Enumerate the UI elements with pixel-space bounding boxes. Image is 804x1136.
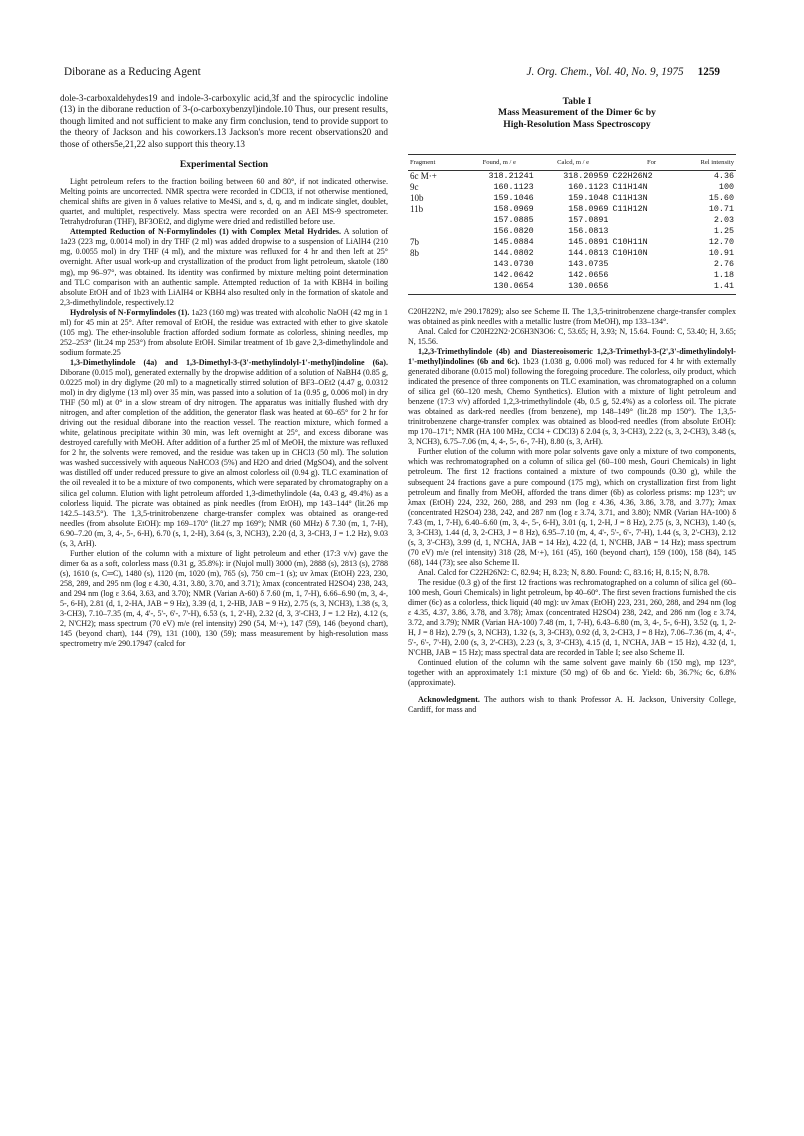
cell-rel-intensity: 10.91 [708, 247, 734, 258]
cell-found: 159.1046 [493, 192, 534, 203]
cell-fragment [408, 270, 463, 281]
cell-found: 144.0802 [493, 247, 534, 258]
procedure-body: A solution of 1a23 (223 mg, 0.0014 mol) in dry THF (2 ml) was added dropwise to a suspension of LiAlH4 (210 mg, 0.0055 mol) in dry THF (4 ml), and the mixture was refluxed for 4 hr and then left at 25° overnight. After usual work-up and crystallization of the product from light petroleum, skatole (180 mg), mp 96–97°, was obtained. Its identity was confirmed by mixture melting point determination and TLC comparison with an authentic sample. Attempted reduction of 1a with KBH4 in boiling absolute EtOH and of 1b23 with LiAlH4 or KBH4 also resulted only in the formation of skatole and 2,3-dimethylindole, respectively.12 [60, 227, 388, 307]
running-title: Diborane as a Reducing Agent [64, 66, 201, 78]
procedure-paragraph [60, 358, 388, 549]
procedure-paragraph [60, 308, 388, 358]
acknowledgment-body: The authors wish to thank Professor A. H. Jackson, University College, Cardiff, for mass and [408, 694, 736, 714]
cell-formula [610, 226, 692, 237]
mass-measurement-table [408, 154, 736, 295]
cell-formula: C11H12N [612, 203, 648, 214]
journal-reference [526, 66, 720, 78]
cell-fragment: 10b [410, 192, 424, 203]
procedure-body: Diborane (0.015 mol), generated externally by the dropwise addition of a solution of NaBH4 (0.85 g, 0.0225 mol) in dry diglyme (20 ml) to a magnetically stirred solution of BF3–OEt2 (4.47 g, 0.0312 mol) in dry diglyme (13 ml) over 35 min, was passed into a solution of 1a (0.95 g, 0.006 mol) in dry THF (50 ml) at 0° in a slow stream of dry nitrogen. The apparatus was initially flushed with dry nitrogen, and after completion of the addition, the generator flask was heated at 60–65° for 2 hr for driving out the residual diborane into the reaction vessel. The reaction mixture, which formed a white, gelatinous precipitate within 30 min, was left overnight at 25°, and excess diborane was destroyed carefully with MeOH. After addition of a further 25 ml of MeOH, the mixture was refluxed for 2 hr, the solvents were removed, and the residue was taken up in CHCl3 (50 ml). The solution was washed successively with aqueous NaHCO3 (5%) and H2O and dried (MgSO4), and the solvent was distilled off under reduced pressure to give an almost colorless oil (0.94 g). TLC examination of the oil revealed it to be a mixture of two components, which were separated by chromatography on a silica gel column. Elution with light petroleum afforded 1,3-dimethylindole (4a, 0.43 g, 49.4%) as a colorless liquid. The picrate was obtained as pink needles (from EtOH), mp 143–144° (lit.26 mp 142.5–143.5°). The 1,3,5-trinitrobenzene charge-transfer complex was obtained as orange-red needles (from absolute EtOH): mp 169–170° (lit.27 mp 169°); NMR (60 MHz) δ 7.30 (m, 1, 7-H), 6.90–7.20 (m, 3, 4-, 5-, 6-H), 6.70 (s, 1, 2-H), 3.64 (s, 3, NCH3), 2.20 (d, 3, 3-CH3, J = 1.2 Hz), 9.03 (s, 3, ArH). [60, 367, 388, 548]
cell-rel-intensity: 15.60 [708, 192, 734, 203]
cell-found: 130.0654 [463, 281, 536, 295]
cell-calcd: 156.0813 [568, 225, 609, 236]
procedure-title: Attempted Reduction of N-Formylindoles (1) with Complex Metal Hydrides. [70, 227, 342, 237]
analysis-paragraph: Anal. Calcd for C20H22N2·2C6H3N3O6: C, 53.65; H, 3.93; N, 15.64. Found: C, 53.40; H, 3.65; N, 15.56. [408, 326, 736, 346]
table-row [408, 237, 736, 248]
cell-calcd: 157.0891 [568, 214, 609, 225]
table-row [408, 204, 736, 215]
cell-fragment: 7b [410, 236, 419, 247]
cell-calcd: 160.1123 [568, 181, 609, 192]
acknowledgment-label: Acknowledgment. [418, 694, 480, 704]
cell-fragment: 9c [410, 181, 419, 192]
procedure-paragraph [408, 347, 736, 447]
cell-calcd: 145.0891 [568, 236, 609, 247]
cell-fragment [408, 215, 463, 226]
table-row [408, 270, 736, 281]
procedure-title: 1,3-Dimethylindole (4a) and 1,3-Dimethyl-3-(3'-methylindolyl-1'-methyl)indoline (6a). [70, 357, 388, 367]
cell-fragment [408, 259, 463, 270]
table-title-line: High-Resolution Mass Spectroscopy [503, 118, 651, 130]
table-row [408, 215, 736, 226]
table-row [408, 170, 736, 182]
cell-calcd: 158.0969 [568, 203, 609, 214]
column-header-formula: For [610, 155, 692, 171]
cell-rel-intensity: 1.25 [713, 225, 734, 236]
journal-citation: J. Org. Chem., Vol. 40, No. 9, 1975 [526, 66, 684, 78]
cell-rel-intensity: 2.03 [713, 214, 734, 225]
table-row [408, 193, 736, 204]
cell-calcd: 142.0656 [568, 269, 609, 280]
procedure-paragraph: C20H22N2, m/e 290.17829); also see Scheme II. The 1,3,5-trinitrobenzene charge-transfer complex was obtained as pink needles with a metallic lustre (from MeOH), mp 133–134°. [408, 306, 736, 326]
cell-rel-intensity: 4.36 [713, 170, 734, 181]
cell-formula [610, 281, 692, 295]
cell-fragment: 8b [410, 247, 419, 258]
cell-formula: C11H14N [612, 181, 648, 192]
cell-formula [610, 215, 692, 226]
cell-found: 160.1123 [493, 181, 534, 192]
left-column [60, 93, 388, 649]
acknowledgment-paragraph [408, 695, 736, 715]
right-column [408, 96, 736, 715]
cell-fragment [408, 281, 463, 295]
procedure-body: 1a23 (160 mg) was treated with alcoholic NaOH (42 mg in 1 ml) for 45 min at 25°. After removal of EtOH, the residue was extracted with ether to give skatole (105 mg). The ether-insoluble fraction afforded sodium formate as colorless, shining needles, mp 252–253° (lit.24 mp 253°) from absolute EtOH. Similar treatment of 1b gave 2,3-dimethylindole and sodium formate.25 [60, 307, 389, 357]
cell-formula [610, 270, 692, 281]
procedure-paragraph [60, 227, 388, 307]
cell-rel-intensity: 100 [718, 181, 734, 192]
column-header-rel-intensity: Rel intensity [693, 155, 736, 171]
column-header-found: Found, m / e [463, 155, 536, 171]
table-label: Table I [562, 96, 592, 107]
cell-calcd: 143.0735 [568, 258, 609, 269]
table-row [408, 226, 736, 237]
cell-found: 157.0885 [493, 214, 534, 225]
cell-found: 318.21241 [488, 170, 534, 181]
cell-calcd: 318.20959 [563, 170, 609, 181]
cell-found: 156.0820 [493, 225, 534, 236]
table-row [408, 259, 736, 270]
cell-found: 145.0884 [493, 236, 534, 247]
table-header-row [408, 155, 736, 171]
cell-found: 143.0730 [493, 258, 534, 269]
analysis-paragraph: Anal. Calcd for C22H26N2: C, 82.94; H, 8.23; N, 8.80. Found: C, 83.16; H, 8.15; N, 8.78. [418, 567, 710, 577]
cell-calcd: 159.1048 [568, 192, 609, 203]
procedure-title: 1,2,3-Trimethylindole (4b) and Diastereoisomeric 1,2,3-Trimethyl-3-(2',3'-dimethylindolyl-1'-methyl)indolines (6b and 6c). [408, 346, 736, 366]
procedure-paragraph: Further elution of the column with more polar solvents gave only a mixture of two components, which was rechromatographed on a column of silica gel (60–100 mesh, Gouri Chemicals) in light petroleum. The first 12 fractions contained a mixture of two compounds (0.30 g), while the subsequent 24 fractions gave a pure compound (175 mg), which on crystallization first from light petroleum and finally from MeOH, afforded the trans dimer (6b) as colorless prisms: mp 123°; uv λmax (EtOH) 224, 232, 260, 288, and 293 nm (log ε 4.36, 4.36, 3.86, 3.78, and 3.77); λmax (concentrated H2SO4) 238, 242, and 287 nm (log ε 3.74, 3.71, and 3.80); NMR (Varian HA-100) δ 7.43 (m, 1, 7-H), 6.40–6.60 (m, 3, 4-, 5-, 6-H), 3.01 (q, 1, 2-H, J = 8 Hz), 2.75 (s, 3, NCH3), 1.40 (s, 3, 3-CH3), 1.44 (d, 3, 2-CH3, J = 8 Hz), 6.95–7.10 (m, 4, 4'-, 5'-, 6'-, 7'-H), 1.44 (s, 3, 2'-CH3), 2.12 (s, 3, 3'-CH3), 3.99 (d, 1, N'CHA, JAB = 14 Hz), 4.22 (d, 1, N'CHB, JAB = 14 Hz); mass spectrum (70 eV) m/e (rel intensity) 318 (28, M·+), 161 (45), 160 (beyond chart), 159 (100), 158 (84), 145 (68), 144 (73); see also Scheme II. [408, 447, 736, 567]
cell-found: 158.0969 [493, 203, 534, 214]
procedure-paragraph: Continued elution of the column wih the same solvent gave mainly 6b (150 mg), mp 123°, together with an approximately 1:1 mixture (50 mg) of 6b and 6c. Yield: 6b, 36.7%; 6c, 6.8% (approximate). [408, 658, 736, 688]
procedure-title: Hydrolysis of N-Formylindoles (1). [70, 307, 190, 317]
table-row [408, 281, 736, 295]
cell-formula [610, 259, 692, 270]
column-header-fragment: Fragment [408, 155, 463, 171]
cell-rel-intensity: 1.18 [713, 269, 734, 280]
opening-paragraph: dole-3-carboxaldehydes19 and indole-3-carboxylic acid,3f and the spirocyclic indoline (13) in the diborane reduction of 3-(o-carboxybenzyl)indole.10 Thus, our present results, though limited and not sufficient to make any firm conclusion, tend to provide support to the theory of Jackson and his coworkers.13 Jackson's more recent observations20 and those of others5e,21,22 also support this theory.13 [60, 93, 388, 149]
column-header-calcd: Calcd, m / e [536, 155, 611, 171]
cell-formula: C10H10N [612, 247, 648, 258]
cell-found: 142.0642 [493, 269, 534, 280]
cell-calcd: 130.0656 [536, 281, 611, 295]
table-title-line: Mass Measurement of the Dimer 6c by [498, 107, 656, 119]
cell-fragment: 6c M·+ [410, 170, 437, 181]
cell-calcd: 144.0813 [568, 247, 609, 258]
table-row [408, 182, 736, 193]
general-methods-paragraph: Light petroleum refers to the fraction boiling between 60 and 80°, if not indicated otherwise. Melting points are uncorrected. NMR spectra were recorded in CDCl3, if not otherwise mentioned, chemical shifts are given in δ values relative to Me4Si, and s, d, q, and m indicate singlet, doublet, quartet, and multiplet, respectively. Mass spectra were recorded on an AEI MS-9 spectrometer. Tetrahydrofuran (THF), BF3OEt2, and diglyme were dried and redistilled before use. [60, 177, 388, 227]
table-row [408, 248, 736, 259]
cell-fragment [408, 226, 463, 237]
cell-formula: C11H13N [612, 192, 648, 203]
cell-rel-intensity: 2.76 [713, 258, 734, 269]
cell-rel-intensity: 12.70 [708, 236, 734, 247]
cell-rel-intensity: 10.71 [708, 203, 734, 214]
cell-fragment: 11b [410, 203, 424, 214]
cell-formula: C10H11N [612, 236, 648, 247]
procedure-paragraph: The residue (0.3 g) of the first 12 fractions was rechromatographed on a column of silica gel (60–100 mesh, Gouri Chemicals) in light petroleum, bp 40–60°. The first seven fractions furnished the cis dimer (6c) as a colorless, thick liquid (40 mg): uv λmax (EtOH) 223, 231, 260, 288, and 294 nm (log ε 4.35, 4.37, 3.86, 3.78, and 3.78); λmax (concentrated H2SO4) 238, 242, and 286 nm (log ε 3.74, 3.72, and 3.79); NMR (Varian HA-100) 7.48 (m, 1, 7-H), 6.43–6.80 (m, 3, 4-, 5-, 6-H), 3.52 (q, 1, 2-H, J = 8 Hz), 2.79 (s, 3, NCH3), 1.32 (s, 3, 3-CH3), 0.92 (d, 3, 2-CH3, J = 8 Hz), 7.06–7.36 (m, 4, 4'-, 5'-, 6'-, 7'-H), 2.00 (s, 3, 2'-CH3), 2.23 (s, 3, 3'-CH3), 4.15 (d, 1, N'CHA, JAB = 15 Hz), 4.32 (d, 1, N'CHB, JAB = 15 Hz); mass spectral data are recorded in Table I; see also Scheme II. [408, 577, 736, 658]
table-spacer [408, 295, 736, 307]
table-body [408, 170, 736, 294]
procedure-body: 1b23 (1.038 g, 0.006 mol) was reduced for 4 hr with externally generated diborane (0.015 mol) following the foregoing procedure. The colorless, oily product, which indicated the presence of three components on TLC examination, was chromatographed on a column of silica gel (60–120 mesh, Chemo Synthetics). Elution with a mixture of light petroleum and benzene (17:3 v/v) afforded 1,2,3-trimethylindole (4b, 0.5 g, 52.4%) as a colorless oil. The picrate was obtained as dark-red needles (from benzene), mp 148–149° (lit.28 mp 150°). The 1,3,5-trinitrobenzene charge-transfer complex was obtained as blood-red needles (from absolute EtOH): mp 170–171°; NMR (HA 100 MHz, CCl4 + CDCl3) δ 2.04 (s, 3, 3-CH3), 2.22 (s, 3, 2-CH3), 3.48 (s, 3, NCH3), 6.75–7.06 (m, 4, 4-, 5-, 6-, 7-H), 8.80 (s, 3, ArH). [408, 356, 736, 447]
page-number: 1259 [697, 66, 720, 78]
cell-formula: C22H26N2 [612, 170, 653, 181]
section-heading: Experimental Section [179, 159, 269, 171]
cell-rel-intensity: 1.41 [693, 281, 736, 295]
procedure-paragraph: Further elution of the column with a mixture of light petroleum and ether (17:3 v/v) gave the dimer 6a as a soft, colorless mass (0.31 g, 35.8%): ir (Nujol mull) 3000 (m), 2888 (s), 2813 (s), 2788 (s), 1610 (s, C═C), 1480 (s), 1120 (m, 1020 (m), 765 (s), 750 cm−1 (s); uv λmax (EtOH) 223, 230, 258, 289, and 295 nm (log ε 4.30, 4.31, 3.80, 3.70, and 3.71); λmax (concentrated H2SO4) 238, 243, and 294 nm (log ε 3.64, 3.63, and 3.70); NMR (Varian A-60) δ 7.60 (m, 1, 7-H), 6.66–6.90 (m, 3, 4-, 5-, 6-H), 2.81 (d, 1, 2-HA, JAB = 9 Hz), 3.39 (d, 1, 2-HB, JAB = 9 Hz), 2.75 (s, 3, NCH3), 1.38 (s, 3, 3-CH3), 7.10–7.35 (m, 4, 4'-, 5'-, 6'-, 7'-H), 6.53 (s, 1, 2'-H), 2.32 (d, 3, 3'-CH3, J = 1.2 Hz), 4.12 (s, 2, N'CH2); mass spectrum (70 eV) m/e (rel intensity) 290 (54, M·+), 147 (59), 146 (beyond chart), 145 (beyond chart), 144 (79), 131 (100), 130 (59); mass measurement by high-resolution mass spectrometry m/e 290.17947 (calcd for [60, 548, 388, 649]
